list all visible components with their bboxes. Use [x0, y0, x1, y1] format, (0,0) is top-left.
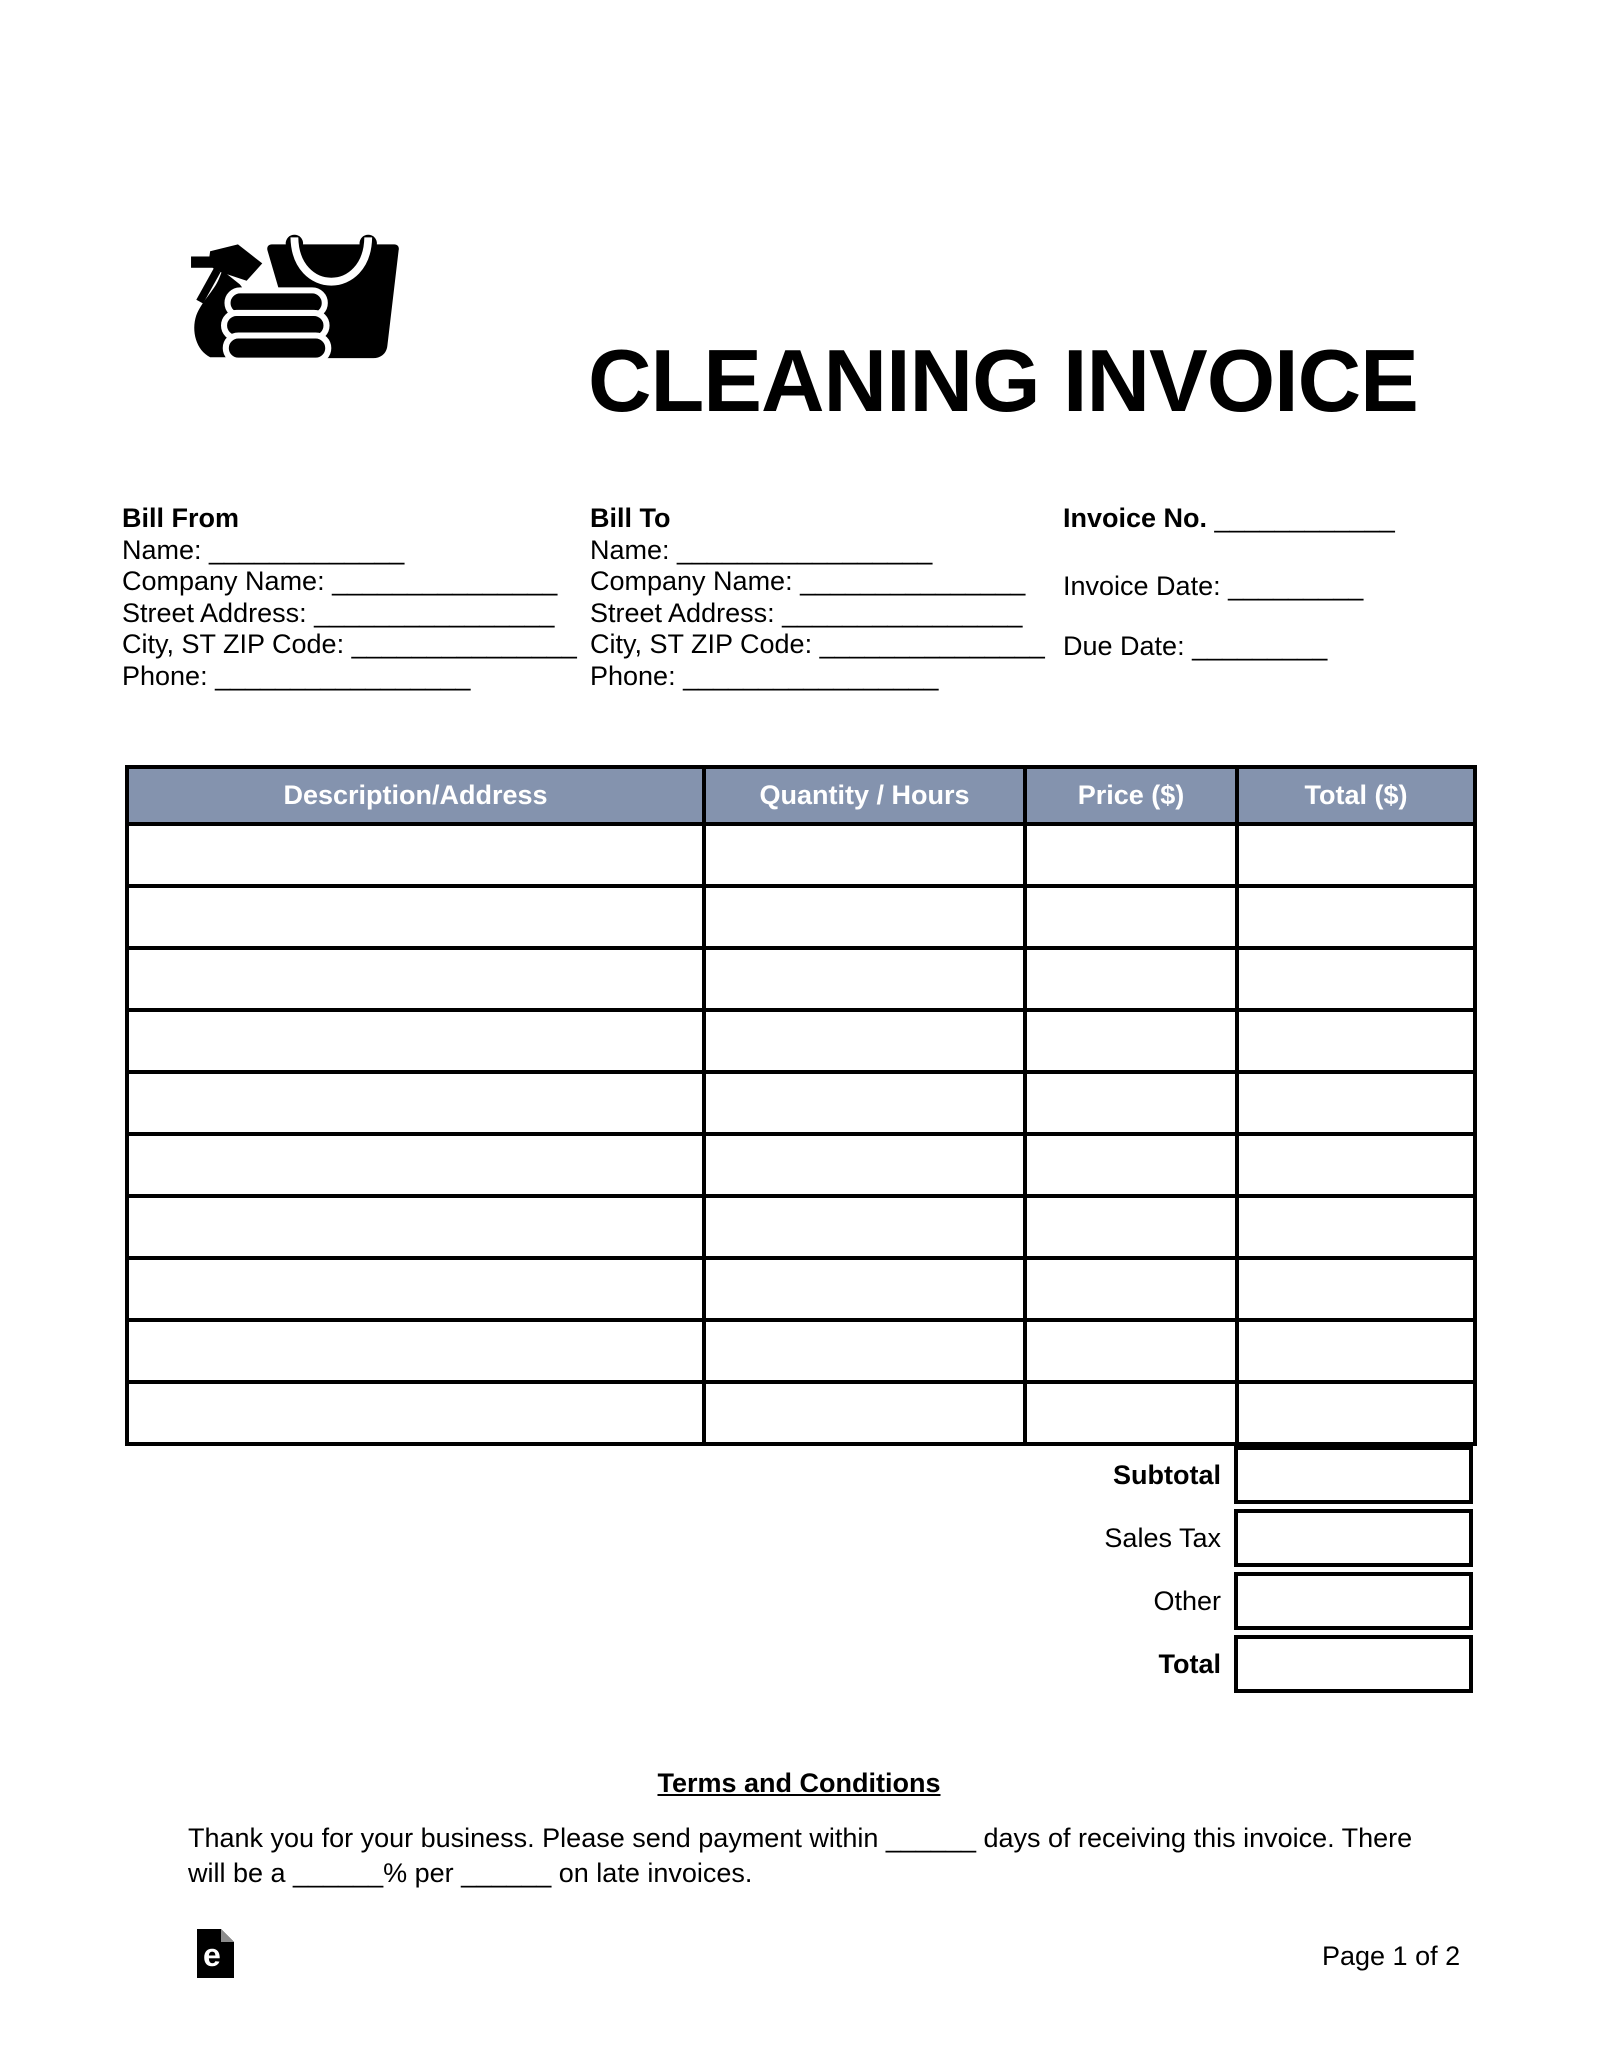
item-description-cell[interactable]: [127, 1382, 704, 1444]
item-row: [127, 1072, 1475, 1134]
item-row: [127, 1320, 1475, 1382]
bill-to-heading: Bill To: [590, 503, 671, 533]
item-quantity-cell[interactable]: [704, 1134, 1025, 1196]
terms-line: Thank you for your business. Please send payment within ______ days of receiving this invoice. There: [188, 1823, 1413, 1853]
terms-line: will be a ______% per ______ on late invoices.: [188, 1858, 753, 1888]
bill-to-phone-line: Phone: _________________: [590, 660, 939, 691]
item-description-cell[interactable]: [127, 1320, 704, 1382]
item-total-cell[interactable]: [1237, 886, 1475, 948]
bill-from-street-line: Street Address: ________________: [122, 597, 555, 628]
page-indicator: Page 1 of 2: [1322, 1941, 1461, 1971]
item-description-cell[interactable]: [127, 886, 704, 948]
subtotal-label: Subtotal: [1113, 1460, 1221, 1490]
bill-to-city-line: City, ST ZIP Code: _______________: [590, 629, 1045, 659]
item-quantity-cell[interactable]: [704, 1382, 1025, 1444]
item-quantity-cell[interactable]: [704, 824, 1025, 886]
other-value-box[interactable]: [1234, 1572, 1473, 1630]
item-quantity-cell[interactable]: [704, 886, 1025, 948]
invoice-number-line: [1063, 503, 1395, 535]
subtotal-value-box[interactable]: [1234, 1446, 1473, 1504]
item-description-cell[interactable]: [127, 1010, 704, 1072]
item-price-cell[interactable]: [1025, 1382, 1237, 1444]
bill-to-company-line: Company Name: _______________: [590, 566, 1026, 596]
items-header-row: [127, 767, 1475, 824]
item-price-cell[interactable]: [1025, 886, 1237, 948]
item-total-cell[interactable]: [1237, 824, 1475, 886]
item-row: [127, 1196, 1475, 1258]
item-total-cell[interactable]: [1237, 1072, 1475, 1134]
other-row: [125, 1572, 1473, 1630]
invoice-date-line: Invoice Date: _________: [1063, 570, 1364, 601]
invoice-number-blank: ____________: [1207, 503, 1395, 533]
bill-from-phone-line: Phone: _________________: [122, 660, 471, 691]
item-row: [127, 886, 1475, 948]
item-row: [127, 1010, 1475, 1072]
terms-heading: Terms and Conditions: [657, 1768, 941, 1798]
item-price-cell[interactable]: [1025, 948, 1237, 1010]
cleaning-supplies-logo-icon: [183, 220, 411, 372]
bill-to-street-line: Street Address: ________________: [590, 597, 1023, 628]
item-price-cell[interactable]: [1025, 1320, 1237, 1382]
item-total-cell[interactable]: [1237, 1382, 1475, 1444]
item-total-cell[interactable]: [1237, 1320, 1475, 1382]
item-quantity-cell[interactable]: [704, 1072, 1025, 1134]
bill-to-name-line: Name: _________________: [590, 534, 933, 565]
column-header-total: Total ($): [1237, 767, 1475, 824]
eforms-logo-letter: e: [203, 1937, 221, 1973]
subtotal-row: [125, 1446, 1473, 1504]
sales-tax-row: [125, 1509, 1473, 1567]
bill-to-section: [590, 503, 1045, 692]
item-description-cell[interactable]: [127, 1134, 704, 1196]
item-total-cell[interactable]: [1237, 1134, 1475, 1196]
line-items-table: [125, 765, 1477, 1446]
item-price-cell[interactable]: [1025, 1072, 1237, 1134]
terms-body: [188, 1821, 1412, 1891]
total-value-box[interactable]: [1234, 1635, 1473, 1693]
item-description-cell[interactable]: [127, 1258, 704, 1320]
bill-from-city-line: City, ST ZIP Code: _______________: [122, 629, 577, 659]
total-row: [125, 1635, 1473, 1693]
item-price-cell[interactable]: [1025, 1258, 1237, 1320]
eforms-logo-icon: [197, 1929, 234, 1978]
item-quantity-cell[interactable]: [704, 1010, 1025, 1072]
totals-section: [125, 1446, 1473, 1698]
item-price-cell[interactable]: [1025, 824, 1237, 886]
bill-from-heading: Bill From: [122, 503, 240, 533]
total-label: Total: [1158, 1649, 1221, 1679]
item-total-cell[interactable]: [1237, 1258, 1475, 1320]
invoice-number-label: Invoice No.: [1063, 503, 1208, 533]
item-quantity-cell[interactable]: [704, 1258, 1025, 1320]
item-total-cell[interactable]: [1237, 948, 1475, 1010]
sales-tax-label: Sales Tax: [1104, 1523, 1221, 1553]
other-label: Other: [1153, 1586, 1221, 1616]
item-row: [127, 948, 1475, 1010]
item-description-cell[interactable]: [127, 948, 704, 1010]
column-header-quantity: Quantity / Hours: [704, 767, 1025, 824]
column-header-description: Description/Address: [127, 767, 704, 824]
item-row: [127, 1134, 1475, 1196]
item-description-cell[interactable]: [127, 824, 704, 886]
invoice-meta-section: [1063, 503, 1395, 663]
item-row: [127, 1382, 1475, 1444]
item-row: [127, 1258, 1475, 1320]
item-total-cell[interactable]: [1237, 1010, 1475, 1072]
item-quantity-cell[interactable]: [704, 1196, 1025, 1258]
item-quantity-cell[interactable]: [704, 1320, 1025, 1382]
column-header-price: Price ($): [1025, 767, 1237, 824]
item-description-cell[interactable]: [127, 1196, 704, 1258]
item-row: [127, 824, 1475, 886]
item-total-cell[interactable]: [1237, 1196, 1475, 1258]
page-title: CLEANING INVOICE: [588, 331, 1418, 430]
item-price-cell[interactable]: [1025, 1134, 1237, 1196]
item-quantity-cell[interactable]: [704, 948, 1025, 1010]
due-date-line: Due Date: _________: [1063, 631, 1328, 661]
bill-from-company-line: Company Name: _______________: [122, 566, 558, 596]
item-description-cell[interactable]: [127, 1072, 704, 1134]
bill-from-section: [122, 503, 577, 692]
item-price-cell[interactable]: [1025, 1010, 1237, 1072]
item-price-cell[interactable]: [1025, 1196, 1237, 1258]
bill-from-name-line: Name: _____________: [122, 534, 405, 565]
sales-tax-value-box[interactable]: [1234, 1509, 1473, 1567]
